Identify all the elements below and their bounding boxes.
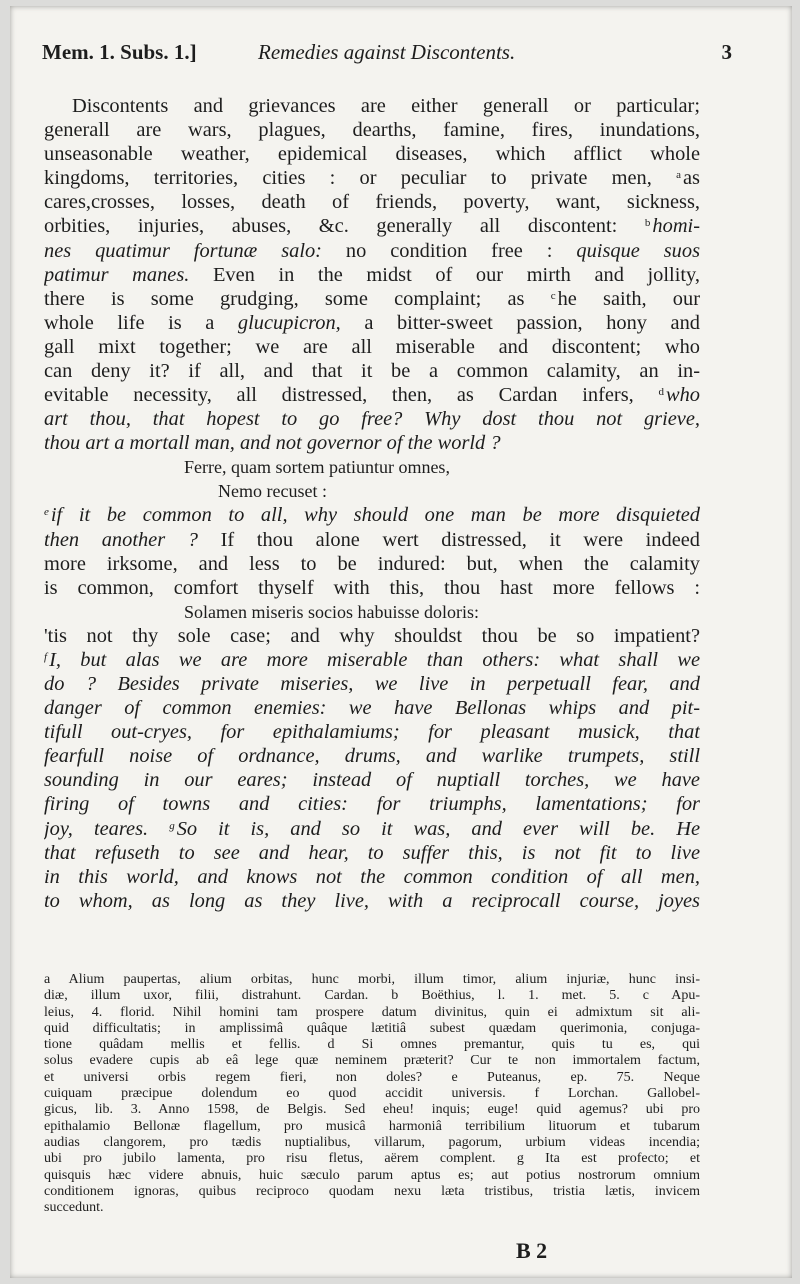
text-line: Discontents and grievances are either generall or particular; (72, 95, 700, 117)
text-line: orbities, injuries, abuses, &c. generally all discontent: $^b$homi- (44, 215, 700, 238)
verse-line: Nemo recuset : (218, 481, 327, 502)
text-line: then another ? If thou alone wert distressed, it were indeed (44, 528, 700, 551)
text-line: art thou, that hopest to go free? Why dost thou not grieve, (44, 408, 700, 431)
text-line: is common, comfort thyself with this, thou hast more fellows : (44, 576, 700, 599)
text-line: in this world, and knows not the common condition of all men, (44, 865, 700, 888)
footnote-line: ubi pro jubilo lamenta, pro risu fletus, aërem complent. g Ita est profecto; et (44, 1151, 700, 1167)
footnote-line: quid difficultatis; in amplissimâ quâque lætitiâ subest quædam querimonia, conjuga- (44, 1020, 700, 1036)
text-line: cares,crosses, losses, death of friends, poverty, want, sickness, (44, 191, 700, 214)
text-line: can deny it? if all, and that it be a common calamity, an in- (44, 360, 700, 383)
footnote-line: tione quâdam mellis et fellis. d Si omnes premantur, quis tu es, qui (44, 1037, 700, 1053)
footnote-marker: d (658, 386, 664, 399)
footnote-marker: e (44, 506, 49, 519)
book-page (10, 6, 792, 1278)
text-line: nes quatimur fortunæ salo: no condition free : quisque suos (44, 239, 700, 262)
verse-line: Ferre, quam sortem patiuntur omnes, (184, 457, 450, 478)
footnote-line: leius, 4. florid. Nihil homini tam prospere datum divinitus, quin ei admixtum sit ali- (44, 1004, 700, 1020)
text-line: gall mixt together; we are all miserable and discontent; who (44, 335, 700, 358)
section-reference: Mem. 1. Subs. 1.] (42, 40, 197, 64)
text-line: $^e$if it be common to all, why should one man be more disquieted (44, 504, 700, 527)
text-line: unseasonable weather, epidemical diseases, which afflict whole (44, 143, 700, 166)
footnote-line: et universi orbis regem fieri, non doles? e Puteanus, ep. 75. Neque (44, 1069, 700, 1085)
text-line: to whom, as long as they live, with a reciprocall course, joyes (44, 889, 700, 912)
footnote-marker: b (644, 217, 651, 230)
verse-line: Solamen miseris socios habuisse doloris: (184, 601, 479, 622)
text-line: generall are wars, plagues, dearths, famine, fires, inundations, (44, 119, 700, 142)
signature-mark: B 2 (516, 1238, 548, 1263)
text-line: sounding in our eares; instead of nuptiall torches, we have (44, 769, 700, 792)
footnotes (44, 972, 700, 1216)
text-line: patimur manes. Even in the midst of our mirth and jollity, (44, 263, 700, 286)
footnote-marker: f (44, 650, 48, 663)
text-line: tifull out-cryes, for epithalamiums; for pleasant musick, that (44, 721, 700, 744)
running-title: Remedies against Discontents. (258, 40, 516, 64)
footnote-marker: a (676, 169, 681, 182)
text-line: do ? Besides private miseries, we live in perpetuall fear, and (44, 672, 700, 695)
text-line: that refuseth to see and hear, to suffer this, is not fit to live (44, 841, 700, 864)
text-line: joy, teares. $^g$So it is, and so it was, and ever will be. He (44, 817, 700, 840)
text-line: fearfull noise of ordnance, drums, and warlike trumpets, still (44, 745, 700, 768)
text-line: 'tis not thy sole case; and why shouldst thou be so impatient? (44, 624, 700, 647)
text-line: $^f$I, but alas we are more miserable than others: what shall we (44, 648, 700, 671)
footnote-line: epithalamio Bellonæ flagellum, pro musicâ harmoniâ terribilium lituorum et tubarum (44, 1118, 700, 1134)
text-line: whole life is a glucupicron, a bitter-sweet passion, hony and (44, 311, 700, 334)
page-number: 3 (721, 40, 732, 64)
footnote-line: a Alium paupertas, alium orbitas, hunc morbi, illum timor, alium injuriæ, hunc insi- (44, 972, 700, 987)
footnote-line: gicus, lib. 3. Anno 1598, de Belgis. Sed eheu! inquis; euge! quid agemus? ubi pro (44, 1102, 700, 1118)
text-line: evitable necessity, all distressed, then, as Cardan infers, $^d$who (44, 384, 700, 407)
text-line: danger of common enemies: we have Bellonas whips and pit- (44, 697, 700, 720)
footnote-line: conditionem ignoras, quibus reciproco quodam nexu læta tristibus, tristia lætis, invicem (44, 1183, 700, 1199)
text-line: there is some grudging, some complaint; as $^c$he saith, our (44, 287, 700, 310)
footnote-line: quisquis hæc videre abnuis, huic sæculo parum aptus es; aut potius nostrorum omnium (44, 1167, 700, 1183)
footnote-line: audias clangorem, pro tædis nuptialibus, villarum, pagorum, urbium videas incendia; (44, 1134, 700, 1150)
footnote-line: diæ, illum uxor, filii, distrahunt. Cardan. b Boëthius, l. 1. met. 5. c Apu- (44, 988, 700, 1004)
main-text (44, 94, 700, 913)
text-line: more irksome, and less to be indured: but, when the calamity (44, 552, 700, 575)
text-line: kingdoms, territories, cities : or peculiar to private men, $^a$as (44, 167, 700, 190)
text-line: thou art a mortall man, and not governor of the world ? (44, 432, 501, 455)
footnote-line: solus evadere cupis ab eâ lege quæ neminem præterit? Cur te non immortalem factum, (44, 1053, 700, 1069)
footnote-marker: g (169, 819, 175, 832)
footnote-line: succedunt. (44, 1200, 104, 1216)
text-line: firing of towns and cities: for triumphs, lamentations; for (44, 793, 700, 816)
footnote-line: cuiquam præcipue dolendum eo quod accidit universis. f Lorchan. Gallobel- (44, 1086, 700, 1102)
footnote-marker: c (550, 289, 556, 302)
